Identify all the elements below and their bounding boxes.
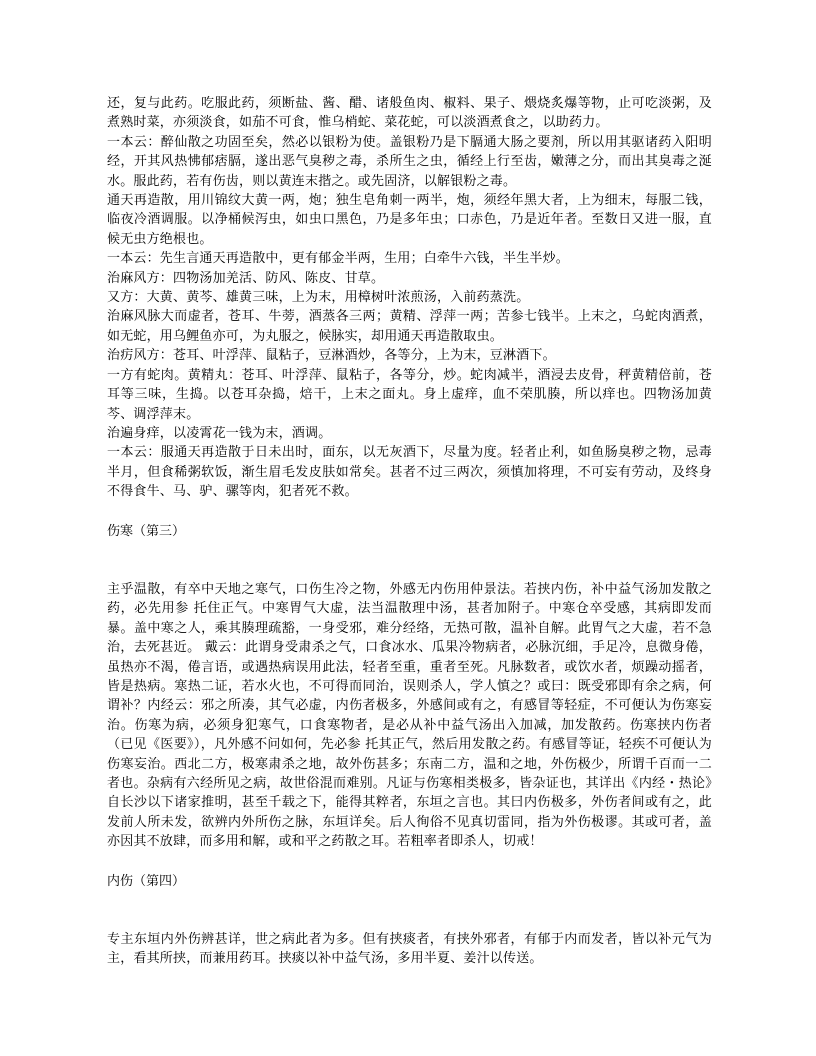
paragraph: 还，复与此药。吃服此药，须断盐、酱、醋、诸般鱼肉、椒料、果子、煨烧炙爆等物，止可吃淡粥，及煮熟时菜，亦须淡食，如茄不可食，惟乌梢蛇、菜花蛇，可以淡酒煮食之，以助药力。 — [107, 96, 712, 131]
section-heading-neishang: 内伤（第四） — [107, 873, 186, 889]
paragraph: 又方：大黄、黄芩、雄黄三味，上为末，用樟树叶浓煎汤，入前药蒸洗。 — [107, 290, 530, 306]
section-heading-shanghan: 伤寒（第三） — [107, 523, 186, 539]
neishang-paragraph: 专主东垣内外伤辨甚详，世之病此者为多。但有挟痰者，有挟外邪者，有郁于内而发者，皆以补元气为主，看其所挟，而兼用药耳。挟痰以补中益气汤，多用半夏、姜汁以传送。 — [107, 932, 712, 967]
paragraph: 一本云：服通天再造散于日未出时，面东，以无灰酒下，尽量为度。轻者止利，如鱼肠臭秽之物，忌毒半月，但食稀粥软饭，渐生眉毛发皮肤如常矣。甚者不过三两次，须慎加将理，不可妄有劳动，及终身不得食牛、马、驴、骡等肉，犯者死不救。 — [107, 445, 712, 500]
shanghan-paragraph: 主乎温散，有卒中天地之寒气，口伤生冷之物，外感无内伤用仲景法。若挟内伤，补中益气汤加发散之药，必先用参 托住正气。中寒胃气大虚，法当温散理中汤，甚者加附子。中寒仓卒受感，其病即发而暴。盖中寒之人，乘其腠理疏豁，一身受邪，难分经络，无热可散，温补自解。此胃气之大虚，若不急治，去死甚近。 戴云：此谓身受肃杀之气，口食冰水、瓜果冷物病者，必脉沉细，手足冷，息微身倦，虽热亦不渴，倦言语，或遇热病误用此法，轻者至重，重者至死。凡脉数者，或饮水者，烦躁动摇者，皆是热病。寒热二证，若水火也，不可得而同治，误则杀人，学人慎之？或曰：既受邪即有余之病，何谓补？内经云：邪之所凑，其气必虚，内伤者极多，外感间或有之，有感冒等轻症，不可便认为伤寒妄治。伤寒为病，必须身犯寒气，口食寒物者，是必从补中益气汤出入加减，加发散药。伤寒挟内伤者（已见《医要》），凡外感不问如何，先必参 托其正气，然后用发散之药。有感冒等证，轻疾不可便认为伤寒妄治。西北二方，极寒肃杀之地，故外伤甚多；东南二方，温和之地，外伤极少，所谓千百而一二者也。杂病有六经所见之病，故世俗混而难别。凡证与伤寒相类极多，皆杂证也，其详出《内经・热论》自长沙以下诸家推明，甚至千载之下，能得其粹者，东垣之言也。其曰内伤极多，外伤者间或有之，此发前人所未发，欲辨内外所伤之脉，东垣详矣。后人徇俗不见真切雷同，指为外伤极谬。其或可者，盖亦因其不放肆，而多用和解，或和平之药散之耳。若粗率者即杀人，切戒！ — [107, 581, 712, 850]
paragraph: 一方有蛇肉。黄精丸：苍耳、叶浮萍、鼠粘子，各等分，炒。蛇肉减半，酒浸去皮骨，秤黄精倍前，苍耳等三味，生捣。以苍耳杂捣，焙干，上末之面丸。身上虚痒，血不荣肌腠，所以痒也。四物汤加黄芩、调浮萍末。 — [107, 367, 712, 422]
document-page — [107, 94, 712, 969]
treatment-notes-block — [107, 94, 712, 502]
paragraph: 一本云：醉仙散之功固至矣，然必以银粉为使。盖银粉乃是下膈通大肠之要剂，所以用其驱诸药入阳明经，开其风热怫郁痞膈，遂出恶气臭秽之毒，杀所生之虫，循经上行至齿，嫩薄之分，而出其臭毒之涎水。服此药，若有伤齿，则以黄连末揩之。或先固济，以解银粉之毒。 — [107, 134, 712, 189]
paragraph: 治麻风脉大而虚者，苍耳、牛蒡，酒蒸各三两；黄精、浮萍一两；苦参七钱半。上末之，乌蛇肉酒煮，如无蛇，用乌鲤鱼亦可，为丸服之，候脉实，却用通天再造散取虫。 — [107, 309, 712, 344]
paragraph: 治疠风方：苍耳、叶浮萍、鼠粘子，豆淋酒炒，各等分，上为末，豆淋酒下。 — [107, 348, 556, 364]
paragraph: 一本云：先生言通天再造散中，更有郁金半两，生用；白牵牛六钱，半生半炒。 — [107, 251, 570, 267]
paragraph: 治遍身痒，以凌霄花一钱为末，酒调。 — [107, 425, 332, 441]
paragraph: 治麻风方：四物汤加羌活、防风、陈皮、甘草。 — [107, 270, 385, 286]
paragraph: 通天再造散，用川锦纹大黄一两，炮；独生皂角刺一两半，炮，须经年黑大者，上为细末，每服二钱，临夜冷酒调服。以净桶候泻虫，如虫口黑色，乃是多年虫；口赤色，乃是近年者。至数日又进一服，直候无虫方绝根也。 — [107, 193, 712, 247]
